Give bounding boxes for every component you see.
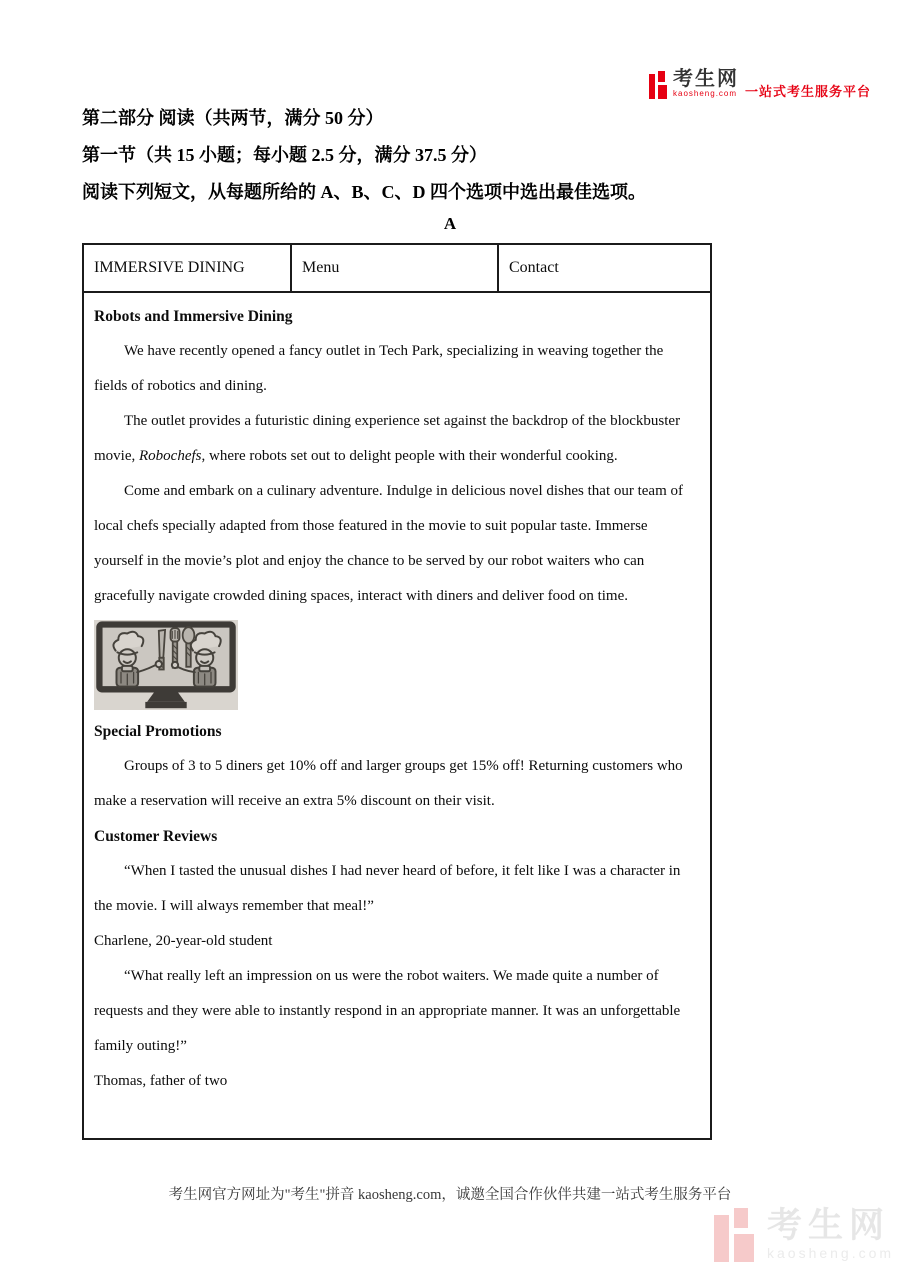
brand-name: 考生网 bbox=[673, 68, 739, 90]
paragraph-2-text: The outlet provides a futuristic dining experience set against the backdrop of the blockbuster movie, bbox=[94, 413, 681, 464]
passage-box bbox=[82, 243, 712, 1140]
promotions-paragraph: Groups of 3 to 5 diners get 10% off and larger groups get 15% off! Returning customers who make a reservation will receive an extra 5% discount on their visit. bbox=[94, 758, 683, 809]
kaosheng-watermark-icon bbox=[714, 1208, 758, 1262]
brand-domain: kaosheng.com bbox=[673, 89, 738, 98]
review-author: Thomas, father of two bbox=[94, 1073, 228, 1089]
paragraph-3: Come and embark on a culinary adventure. Indulge in delicious novel dishes that our team of local chefs specially adapted from those featured in the movie to suit popular taste. Immerse yourself in the movie’s plot and enjoy the chance to be served by our robot waiters who can gracefully navigate crowded dining spaces, interact with diners and deliver food on time. bbox=[94, 483, 684, 604]
reviews-title: Customer Reviews bbox=[94, 828, 218, 845]
review-author: Charlene, 20-year-old student bbox=[94, 933, 273, 949]
section-heading: 第一节（共 15 小题；每小题 2.5 分，满分 37.5 分） bbox=[82, 145, 487, 165]
article-title: Robots and Immersive Dining bbox=[94, 308, 293, 325]
chefs-illustration bbox=[94, 620, 238, 710]
watermark-name: 考生网 bbox=[767, 1206, 891, 1245]
promotions-title: Special Promotions bbox=[94, 723, 222, 740]
review-quote: “When I tasted the unusual dishes I had never heard of before, it felt like I was a character in the movie. I will always remember that meal!” bbox=[94, 863, 681, 914]
passage-body bbox=[84, 293, 710, 1099]
brand-header bbox=[649, 69, 871, 100]
passage-nav-row bbox=[84, 245, 710, 293]
paragraph-2 bbox=[94, 404, 700, 474]
brand-name-block bbox=[673, 69, 739, 98]
part-heading: 第二部分 阅读（共两节，满分 50 分） bbox=[82, 108, 384, 128]
nav-contact-cell: Contact bbox=[509, 259, 559, 276]
watermark-text-block bbox=[767, 1208, 894, 1261]
paragraph-1: We have recently opened a fancy outlet in Tech Park, specializing in weaving together the fields of robotics and dining. bbox=[94, 343, 664, 394]
brand-tagline: 一站式考生服务平台 bbox=[745, 84, 872, 99]
chefs-on-tv-drawing bbox=[94, 620, 238, 710]
passage-label: A bbox=[443, 214, 457, 233]
kaosheng-logo-icon bbox=[649, 71, 667, 99]
nav-menu-cell: Menu bbox=[292, 245, 499, 291]
kaosheng-watermark bbox=[714, 1208, 894, 1262]
review-quote: “What really left an impression on us were the robot waiters. We made quite a number of requests and they were able to instantly respond in an appropriate manner. It was an unforgettable family outing!” bbox=[94, 968, 681, 1054]
restaurant-brand-cell: IMMERSIVE DINING bbox=[84, 245, 292, 291]
watermark-domain: kaosheng.com bbox=[767, 1245, 895, 1261]
instruction-text: 阅读下列短文，从每题所给的 A、B、C、D 四个选项中选出最佳选项。 bbox=[82, 182, 646, 202]
page-footer: 考生网官方网址为"考生"拼音 kaosheng.com，诚邀全国合作伙伴共建一站式考生服务平台 bbox=[168, 1187, 732, 1203]
paragraph-2-text: , where robots set out to delight people with their wonderful cooking. bbox=[201, 448, 618, 464]
exam-headings bbox=[82, 106, 842, 217]
movie-title: Robochefs bbox=[139, 448, 202, 464]
